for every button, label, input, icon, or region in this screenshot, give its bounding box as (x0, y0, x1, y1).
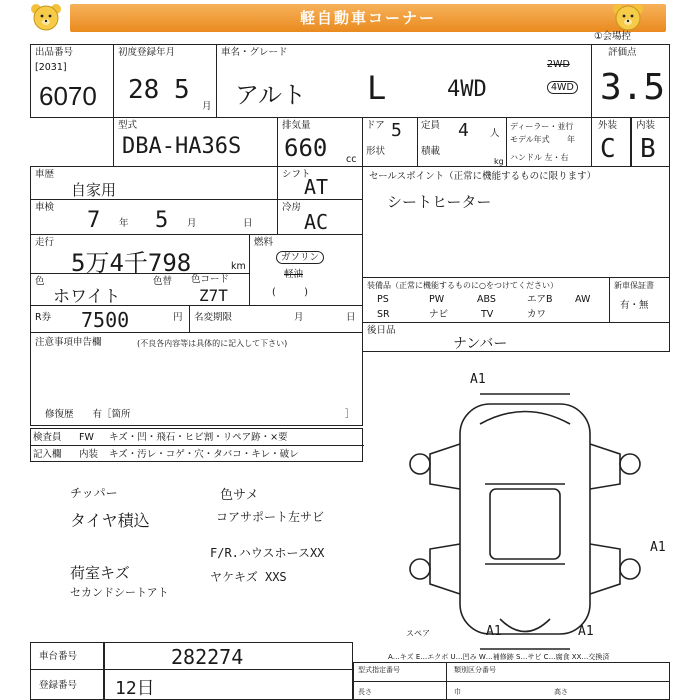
displacement-value: 660 (284, 134, 328, 162)
spare-label: スペア (406, 629, 430, 638)
model-name-label: 車名・グレード (221, 47, 288, 58)
recycle-value: 7500 (81, 308, 130, 332)
car-diagram (390, 364, 670, 664)
warranty-box (609, 277, 670, 323)
model-code-value: DBA-HA36S (122, 134, 242, 159)
shape-label: 形状 (366, 146, 386, 157)
fuel-other: ( ) (272, 287, 308, 298)
color-change-label: 色替 (153, 276, 173, 287)
repair-label: 修復歴 有［箇所 (45, 409, 131, 420)
type-tag-label: 類別区分番号 (454, 666, 496, 674)
load-label: 積載 (421, 146, 441, 157)
handnote: ヤケキズ XXS (210, 570, 287, 584)
score-value: 3.5 (600, 67, 666, 108)
inspection-year: 7 (87, 208, 101, 233)
header-title: 軽自動車コーナー (299, 9, 436, 27)
mileage-label: 走行 (35, 237, 55, 248)
after-parts-value: ナンバー (453, 336, 508, 352)
mileage-value: 5万4千798 (71, 249, 192, 277)
lot-sub: [2031] (35, 62, 67, 73)
tax-label: 名変期限 (194, 312, 233, 323)
displacement-unit: cc (346, 154, 357, 165)
warranty-label: 新車保証書 (614, 281, 654, 290)
equip-tv: TV (481, 309, 494, 320)
recycle-label: R券 (35, 312, 52, 323)
handnote: コアサポート左サビ (216, 510, 325, 524)
interior-score: B (640, 134, 656, 164)
doors-label: ドア (366, 120, 385, 131)
recorder-items: キズ・汚レ・コゲ・穴・タバコ・キレ・破レ (109, 449, 299, 460)
seats-label: 定員 (421, 120, 441, 131)
registration-label: 登録番号 (39, 680, 78, 691)
handnote: F/R.ハウスホースXX (210, 546, 325, 560)
shift-value: AT (304, 175, 329, 199)
cooler-box (277, 199, 363, 235)
fuel-diesel: 軽油 (284, 269, 304, 280)
handnote: セカンドシートアト (70, 586, 169, 599)
color-value: ホワイト (53, 287, 121, 307)
model-year-label: モデル年式 (510, 135, 550, 144)
exterior-label: 外装 (598, 120, 618, 131)
chassis-box (30, 642, 353, 670)
notes-label: 注意事項申告欄 (35, 337, 102, 348)
model-drive: 4WD (447, 77, 487, 102)
lot-box (30, 44, 114, 118)
warranty-value: 有・無 (620, 300, 649, 311)
equip-sr: SR (377, 309, 390, 320)
shift-box (277, 166, 363, 200)
repair-close: ］ (345, 409, 355, 420)
spec-box (353, 662, 670, 700)
color-label: 色 (35, 276, 45, 287)
header-bar (70, 4, 666, 32)
handnote: 色サメ (220, 488, 259, 503)
seats-value: 4 (458, 120, 469, 141)
diagram-mark: A1 (470, 372, 486, 387)
drive-4wd: 4WD (547, 81, 578, 94)
model-code-label: 型式 (118, 120, 138, 131)
tax-month: 月 (294, 312, 304, 323)
width-label: 巾 (454, 688, 461, 696)
equip-airbag: エアB (527, 294, 553, 305)
fuel-gasoline: ガソリン (276, 251, 324, 264)
equip-ps: PS (377, 294, 389, 305)
first-reg-box (113, 44, 217, 118)
diagram-mark: A1 (578, 624, 594, 639)
drive-2wd: 2WD (547, 59, 570, 70)
chassis-label: 車台番号 (39, 651, 78, 662)
notes-box (30, 332, 363, 426)
after-parts-label: 後日品 (367, 325, 396, 336)
color-box (30, 273, 250, 306)
recycle-unit: 円 (173, 312, 183, 323)
model-grade: L (367, 69, 387, 107)
equip-navi: ナビ (429, 309, 449, 320)
diagram-mark: A1 (650, 540, 666, 555)
inspection-month: 5 (155, 208, 169, 233)
history-value: 自家用 (71, 181, 117, 199)
dealer-label: ディーラー・並行 (510, 122, 574, 131)
inspection-label: 車検 (35, 202, 55, 213)
height-label: 高さ (554, 688, 568, 696)
history-label: 車歴 (35, 169, 55, 180)
shift-label: シフト (282, 169, 311, 180)
cooler-value: AC (304, 210, 329, 234)
seats-box (417, 117, 507, 167)
ext-int-box (591, 117, 670, 167)
handnote: タイヤ積込 (70, 511, 150, 530)
exterior-score: C (600, 134, 616, 164)
tax-day: 日 (346, 312, 356, 323)
recycle-box (30, 305, 190, 333)
model-name-value: アルト (235, 81, 307, 109)
score-label: 評価点 (608, 47, 637, 58)
score-box (591, 31, 670, 118)
damage-legend: A…キズ E…エクボ U…凹み W…補修跡 S…サビ C…腐食 XX…交換済 (388, 653, 610, 661)
chassis-value: 282274 (171, 645, 244, 669)
auction-sheet (30, 31, 670, 700)
color-code-label: 色コード (191, 274, 230, 285)
teddy-bear-icon (28, 2, 64, 34)
mileage-box (30, 234, 250, 277)
teddy-bear-icon (610, 2, 646, 34)
displacement-label: 排気量 (282, 120, 311, 131)
lot-label: 出品番号 (35, 47, 74, 58)
dealer-box (506, 117, 592, 167)
handnote: 荷室キズ (70, 564, 130, 582)
seats-unit: 人 (490, 128, 500, 139)
registration-value: 12日 (115, 678, 155, 699)
inspection-month-unit: 月 (187, 218, 197, 229)
after-parts-box (362, 322, 670, 352)
notes-sub: (不良各内容等は具体的に記入して下さい) (137, 339, 288, 348)
load-unit: kg (494, 157, 504, 166)
inspector-box (30, 428, 363, 462)
equipment-label: 装備品（正常に機能するものに○をつけてください） (367, 281, 558, 290)
diagram-mark: A1 (486, 624, 502, 639)
fuel-box (249, 234, 363, 306)
recorder-interior: 内装 (79, 449, 99, 460)
displacement-box (277, 117, 363, 167)
inspection-day-unit: 日 (243, 218, 253, 229)
equip-pw: PW (429, 294, 445, 305)
first-reg-month-unit: 月 (202, 101, 212, 112)
doors-box (362, 117, 418, 167)
model-code-box (113, 117, 278, 167)
cooler-label: 冷房 (282, 202, 302, 213)
registration-box (30, 669, 353, 700)
equip-aw: AW (575, 294, 591, 305)
sales-point-label: セールスポイント（正常に機能するものに限ります） (369, 171, 597, 182)
equipment-box (362, 277, 610, 323)
mileage-unit: km (231, 261, 246, 272)
model-name-box (216, 44, 592, 118)
handnote: チッパー (70, 486, 118, 500)
inspector-items: キズ・凹・飛石・ヒビ割・リペア跡・×要 (109, 432, 288, 443)
interior-label: 内装 (636, 120, 656, 131)
first-reg-year: 28 (128, 75, 160, 105)
sales-point-value: シートヒーター (387, 193, 492, 211)
doors-value: 5 (391, 120, 402, 141)
equip-leather: カワ (527, 309, 547, 320)
inspection-year-unit: 年 (119, 218, 129, 229)
recorder-label: 記入欄 (33, 449, 62, 460)
equip-abs: ABS (477, 294, 496, 305)
handle-label: ハンドル 左・右 (510, 153, 569, 162)
color-code-value: Z7T (199, 286, 228, 305)
inspector-label: 検査員 (33, 432, 62, 443)
length-label: 長さ (358, 688, 372, 696)
fuel-label: 燃料 (254, 237, 274, 248)
model-tag-label: 型式指定番号 (358, 666, 400, 674)
first-reg-label: 初度登録年月 (118, 47, 176, 58)
inspector-fw: FW (79, 432, 94, 443)
tax-box (189, 305, 363, 333)
model-year-unit: 年 (567, 135, 575, 144)
first-reg-month: 5 (174, 75, 190, 105)
auction-control-label: ①会場控 (594, 31, 632, 42)
history-box (30, 166, 278, 200)
lot-number: 6070 (39, 81, 97, 111)
inspection-box (30, 199, 278, 235)
sales-point-box (362, 166, 670, 278)
